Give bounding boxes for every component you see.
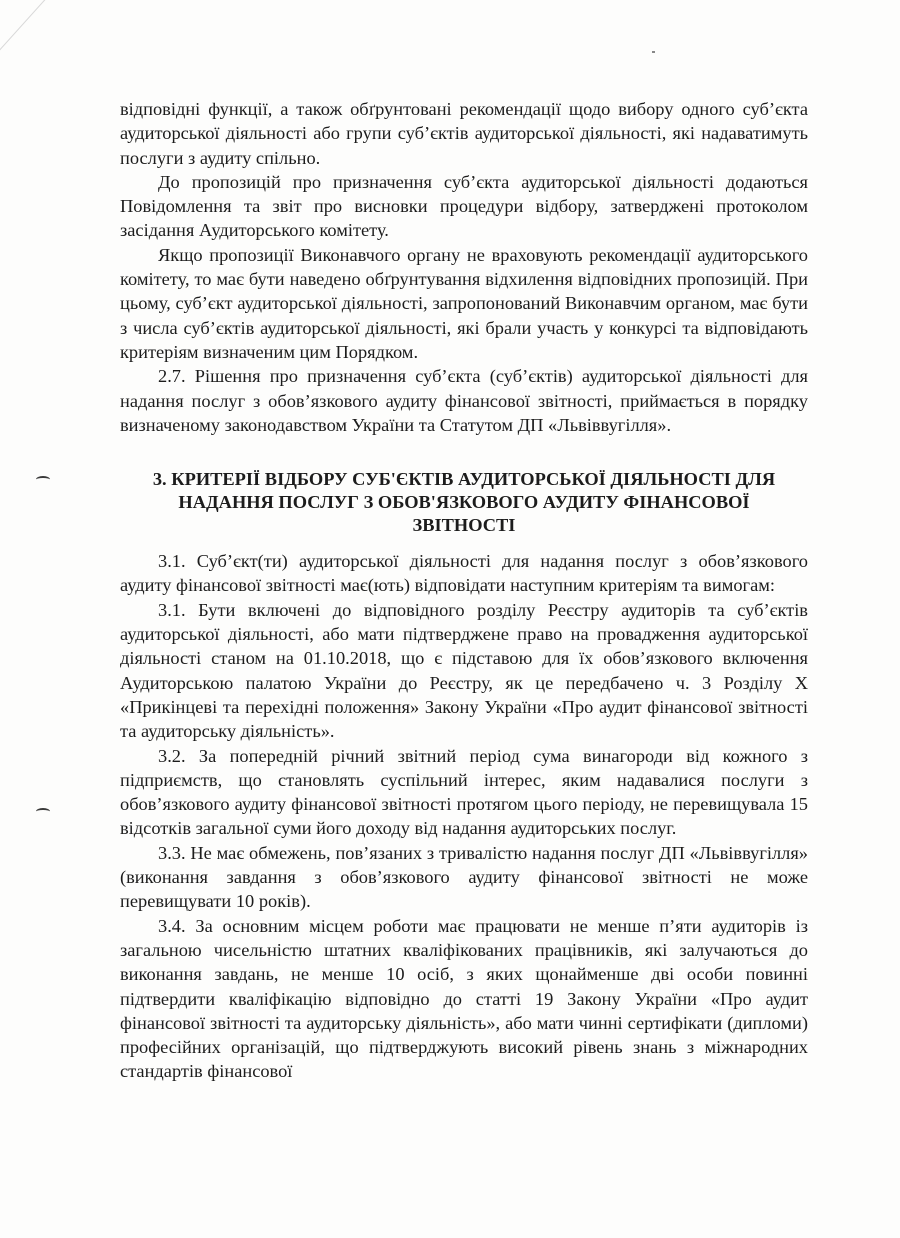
- spacer: [120, 437, 808, 468]
- paragraph-3-1-intro: 3.1. Суб’єкт(ти) аудиторської діяльності для надання послуг з обов’язкового аудиту фінансової звітності має(ють) відповідати наступним критеріям та вимогам:: [120, 551, 808, 596]
- section-heading: 3. КРИТЕРІЇ ВІДБОРУ СУБ'ЄКТІВ АУДИТОРСЬКОЇ ДІЯЛЬНОСТІ ДЛЯ НАДАННЯ ПОСЛУГ З ОБОВ'ЯЗКОВОГО АУДИТУ ФІНАНСОВОЇ ЗВІТНОСТІ: [152, 469, 776, 536]
- paragraph-2-7: 2.7. Рішення про призначення суб’єкта (суб’єктів) аудиторської діяльності для надання послуг з обов’язкового аудиту фінансової звітності, приймається в порядку визначеному законодавством України та Статутом ДП «Львіввугілля».: [120, 366, 808, 435]
- paragraph-3-1: 3.1. Бути включені до відповідного розділу Реєстру аудиторів та суб’єктів аудиторської діяльності, або мати підтверджене право на провадження аудиторської діяльності станом на 01.10.2018, що є підставою для їх обов’язкового включення Аудиторською палатою України до Реєстру, як це передбачено ч. 3 Розділу Х «Прикінцеві та перехідні положення» Закону України «Про аудит фінансової звітності та аудиторську діяльність».: [120, 599, 808, 742]
- paragraph: відповідні функції, а також обґрунтовані рекомендації щодо вибору одного суб’єкта аудиторської діяльності або групи суб’єктів аудиторської діяльності, які надаватимуть послуги з аудиту спільно.: [120, 99, 808, 168]
- margin-mark: [36, 808, 50, 815]
- paragraph: Якщо пропозиції Виконавчого органу не враховують рекомендації аудиторського комітету, то має бути наведено обґрунтування відхилення відповідних пропозицій. При цьому, суб’єкт аудиторської діяльності, запропонований Виконавчим органом, має бути з числа суб’єктів аудиторської діяльності, які брали участь у конкурсі та відповідають критеріям визначеним цим Порядком.: [120, 244, 808, 362]
- scan-scratch-mark: [0, 0, 91, 61]
- spacer: [120, 537, 808, 549]
- paragraph-3-4: 3.4. За основним місцем роботи має працювати не менше п’яти аудиторів із загальною чисельністю штатних кваліфікованих працівників, які залучаються до виконання завдань, не менше 10 осіб, з яких щонайменше дві особи повинні підтвердити кваліфікацію відповідно до статті 19 Закону України «Про аудит фінансової звітності та аудиторську діяльність», або мати чинні сертифікати (дипломи) професійних організацій, що підтверджують високий рівень знань з міжнародних стандартів фінансової: [120, 915, 808, 1082]
- paragraph: До пропозицій про призначення суб’єкта аудиторської діяльності додаються Повідомлення та звіт про висновки процедури відбору, затверджені протоколом засідання Аудиторського комітету.: [120, 171, 808, 241]
- paragraph-3-2: 3.2. За попередній річний звітний період сума винагороди від кожного з підприємств, що становлять суспільний інтерес, яким надавалися послуги з обов’язкового аудиту фінансової звітності протягом цього періоду, не перевищувала 15 відсотків загальної суми його доходу від надання аудиторських послуг.: [120, 745, 808, 839]
- scan-speck: [652, 51, 655, 53]
- margin-mark: [36, 476, 50, 483]
- document-body: [120, 97, 808, 1084]
- paragraph-3-3: 3.3. Не має обмежень, пов’язаних з тривалістю надання послуг ДП «Львіввугілля» (виконання завдання з обов’язкового аудиту фінансової звітності не може перевищувати 10 років).: [120, 842, 808, 912]
